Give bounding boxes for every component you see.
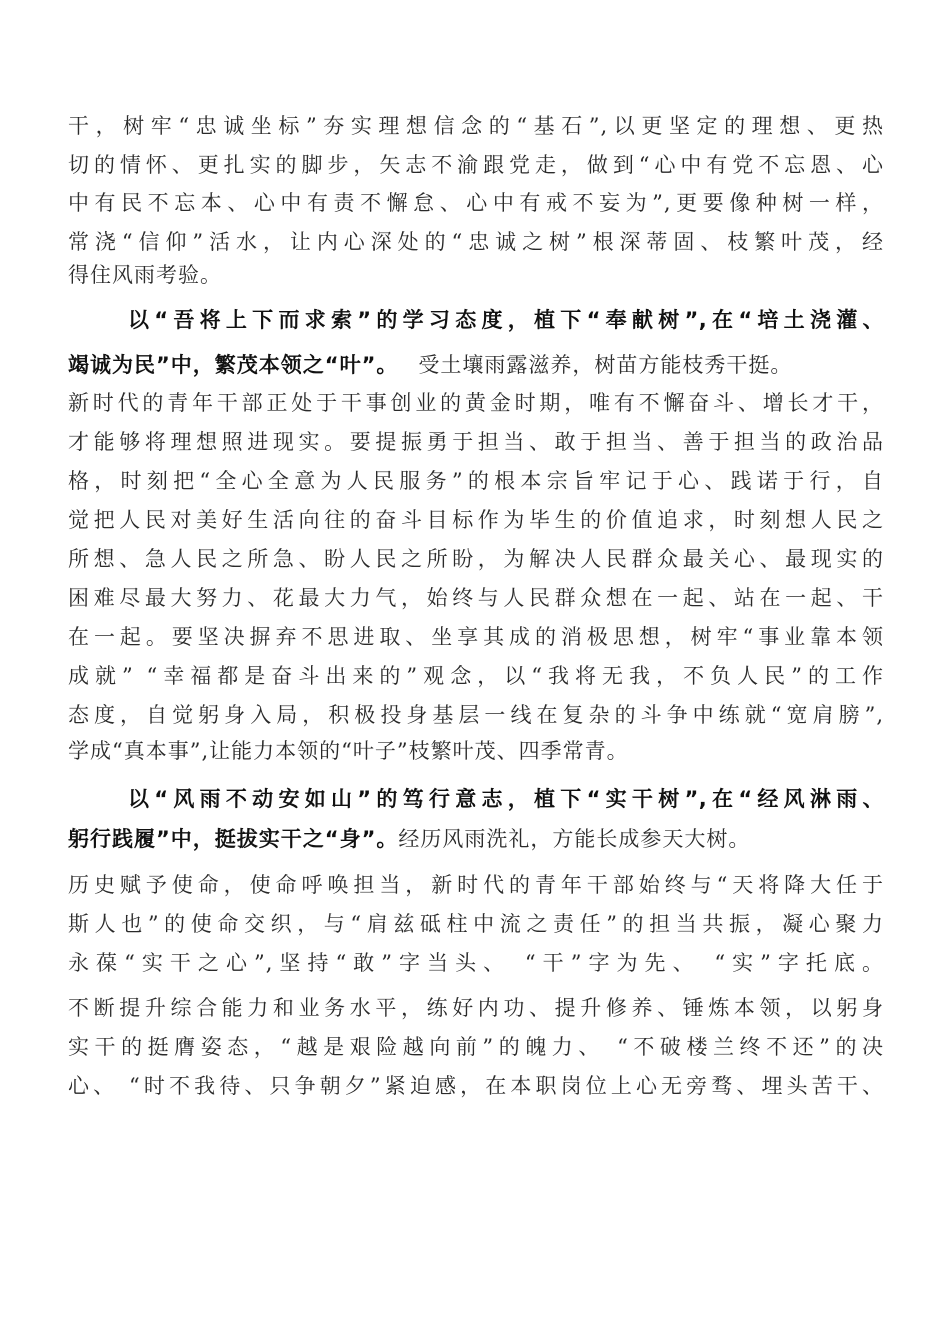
text-line: 中有民不忘本、心中有责不懈怠、心中有戒不妄为”,更要像种树一样， [68, 191, 884, 215]
text-line: 历史赋予使命，使命呼唤担当，新时代的青年干部始终与“天将降大任于 [68, 873, 884, 897]
text-line: 斯人也”的使命交织，与“肩兹砥柱中流之责任”的担当共振，凝心聚力 [68, 912, 884, 936]
section-heading-continuation: 竭诚为民”中，繁茂本领之“叶”。 [68, 353, 399, 377]
text-line: 得住风雨考验。 [68, 263, 222, 287]
text-line: 在一起。要坚决摒弃不思进取、坐享其成的消极思想，树牢“事业靠本领 [68, 625, 884, 649]
section-heading-continuation: 躬行践履”中，挺拔实干之“身”。 [68, 827, 399, 851]
section-heading: 以“吾将上下而求索”的学习态度，植下“奉献树”,在“培土浇灌、 [128, 308, 884, 332]
text-line: 心、 “时不我待、只争朝夕”紧迫感，在本职岗位上心无旁骛、埋头苦干、 [68, 1074, 884, 1098]
section-heading: 以“风雨不动安如山”的笃行意志，植下“实干树”,在“经风淋雨、 [128, 787, 884, 811]
text-line: 才能够将理想照进现实。要提振勇于担当、敢于担当、善于担当的政治品 [68, 430, 884, 454]
text-line: 成就” “幸福都是奋斗出来的”观念，以“我将无我，不负人民”的工作 [68, 664, 884, 688]
sentence-text: 受土壤雨露滋养，树苗方能枝秀干挺。 [418, 353, 793, 377]
heading-continuation-line [68, 346, 884, 384]
text-line: 觉把人民对美好生活向往的奋斗目标作为毕生的价值追求，时刻想人民之 [68, 508, 884, 532]
text-line: 干，树牢“忠诚坐标”夯实理想信念的“基石”,以更坚定的理想、更热 [68, 114, 884, 138]
heading-continuation-line [68, 820, 884, 858]
text-line: 新时代的青年干部正处于干事创业的黄金时期，唯有不懈奋斗、增长才干， [68, 391, 884, 415]
sentence-text: 经历风雨洗礼，方能长成参天大树。 [398, 827, 751, 851]
text-line: 切的情怀、更扎实的脚步，矢志不渝跟党走，做到“心中有党不忘恩、心 [68, 153, 884, 177]
text-line: 学成“真本事”,让能力本领的“叶子”枝繁叶茂、四季常青。 [68, 739, 629, 763]
text-line: 所想、急人民之所急、盼人民之所盼，为解决人民群众最关心、最现实的 [68, 547, 884, 571]
text-line: 常浇“信仰”活水，让内心深处的“忠诚之树”根深蒂固、枝繁叶茂，经 [68, 230, 884, 254]
text-line: 永葆“实干之心”,坚持“敢”字当头、 “干”字为先、 “实”字托底。 [68, 951, 884, 975]
text-line: 态度，自觉躬身入局，积极投身基层一线在复杂的斗争中练就“宽肩膀”, [68, 703, 884, 727]
text-line: 格，时刻把“全心全意为人民服务”的根本宗旨牢记于心、践诺于行，自 [68, 469, 884, 493]
text-line: 困难尽最大努力、花最大力气，始终与人民群众想在一起、站在一起、干 [68, 586, 884, 610]
text-line: 不断提升综合能力和业务水平，练好内功、提升修养、锤炼本领，以躬身 [68, 996, 884, 1020]
text-line: 实干的挺膺姿态，“越是艰险越向前”的魄力、 “不破楼兰终不还”的决 [68, 1035, 884, 1059]
